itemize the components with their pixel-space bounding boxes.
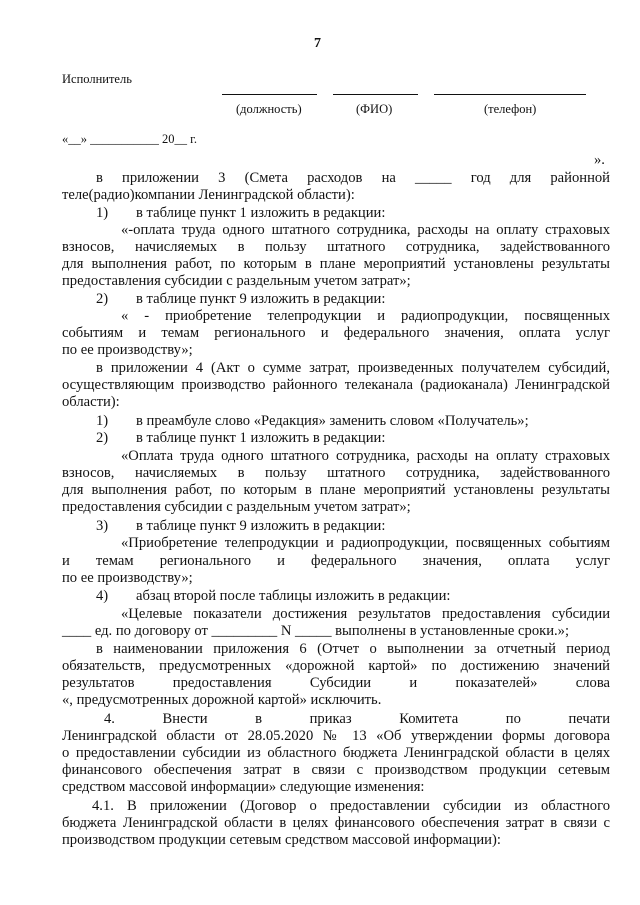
paragraph-line: предоставления субсидии с раздельным учетом затрат»; (62, 273, 411, 289)
paragraph-line: бюджета Ленинградской области в целях финансового обеспечения затрат в связи с (62, 815, 610, 831)
paragraph-line: «Приобретение телепродукции и радиопродукции, посвященных событиям (121, 535, 610, 551)
paragraph-line: в преамбуле слово «Редакция» заменить словом «Получатель»; (136, 413, 529, 429)
paragraph-line: абзац второй после таблицы изложить в редакции: (136, 588, 451, 604)
item-number: 2) (96, 291, 109, 307)
paragraph-line: средством массовой информации» следующие изменения: (62, 779, 425, 795)
paragraph-line: и темам регионального и федерального значения, оплата услуг (62, 553, 610, 569)
date-line: «__» ___________ 20__ г. (62, 132, 197, 146)
paragraph-line: по ее производству»; (62, 342, 193, 358)
closing-quote: ». (594, 152, 605, 168)
paragraph-line: Ленинградской области от 28.05.2020 № 13 «Об утверждении формы договора (62, 728, 610, 744)
paragraph-line: для выполнения работ, по которым в плане мероприятий установлены результаты (62, 256, 610, 272)
name-label: (ФИО) (356, 102, 393, 116)
name-signature-line (333, 94, 418, 95)
paragraph-line: событиям и темам регионального и федерального значения, оплата услуг (62, 325, 610, 341)
paragraph-line: по ее производству»; (62, 570, 193, 586)
paragraph-line: теле(радио)компании Ленинградской области): (62, 187, 355, 203)
paragraph-line: производством продукции сетевым средством массовой информации): (62, 832, 501, 848)
item-number: 3) (96, 518, 109, 534)
paragraph-line: осуществляющим производство районного телеканала (радиоканала) Ленинградской (62, 377, 610, 393)
paragraph-line: « - приобретение телепродукции и радиопродукции, посвященных (121, 308, 610, 324)
performer-label: Исполнитель (62, 72, 132, 86)
paragraph-line: взносов, начисляемых в пользу штатного сотрудника, задействованного (62, 239, 610, 255)
position-signature-line (222, 94, 317, 95)
paragraph-line: 4.1. В приложении (Договор о предоставлении субсидии из областного (92, 798, 610, 814)
page-number: 7 (314, 36, 321, 51)
paragraph-line: области): (62, 394, 120, 410)
position-label: (должность) (236, 102, 302, 116)
paragraph-line: для выполнения работ, по которым в плане мероприятий установлены результаты (62, 482, 610, 498)
item-number: 4) (96, 588, 109, 604)
paragraph-line: предоставления субсидии с раздельным учетом затрат»; (62, 499, 411, 515)
phone-signature-line (434, 94, 586, 95)
paragraph-line: в таблице пункт 1 изложить в редакции: (136, 430, 386, 446)
paragraph-line: в таблице пункт 9 изложить в редакции: (136, 518, 386, 534)
paragraph-line: 4. Внести в приказ Комитета по печати (104, 711, 610, 727)
paragraph-line: взносов, начисляемых в пользу штатного сотрудника, задействованного (62, 465, 610, 481)
paragraph-line: в наименовании приложения 6 (Отчет о выполнении за отчетный период (96, 641, 610, 657)
item-number: 1) (96, 413, 109, 429)
item-number: 1) (96, 205, 109, 221)
paragraph-line: «Оплата труда одного штатного сотрудника, расходы на оплату страховых (121, 448, 610, 464)
paragraph-line: в приложении 4 (Акт о сумме затрат, произведенных получателем субсидий, (96, 360, 610, 376)
paragraph-line: «-оплата труда одного штатного сотрудника, расходы на оплату страховых (121, 222, 610, 238)
paragraph-line: в приложении 3 (Смета расходов на _____ год для районной (96, 170, 610, 186)
paragraph-line: о предоставлении субсидии из областного бюджета Ленинградской области в целях (62, 745, 610, 761)
paragraph-line: в таблице пункт 9 изложить в редакции: (136, 291, 386, 307)
paragraph-line: результатов предоставления Субсидии и показателей» слова (62, 675, 610, 691)
paragraph-line: в таблице пункт 1 изложить в редакции: (136, 205, 386, 221)
paragraph-line: финансового обеспечения затрат в связи с производством продукции сетевым (62, 762, 610, 778)
phone-label: (телефон) (484, 102, 537, 116)
paragraph-line: «Целевые показатели достижения результатов предоставления субсидии (121, 606, 610, 622)
paragraph-line: ____ ед. по договору от _________ N _____ выполнены в установленные сроки.»; (62, 623, 570, 639)
paragraph-line: обязательств, предусмотренных «дорожной картой» по достижению значений (62, 658, 610, 674)
paragraph-line: «, предусмотренных дорожной картой» исключить. (62, 692, 382, 708)
item-number: 2) (96, 430, 109, 446)
